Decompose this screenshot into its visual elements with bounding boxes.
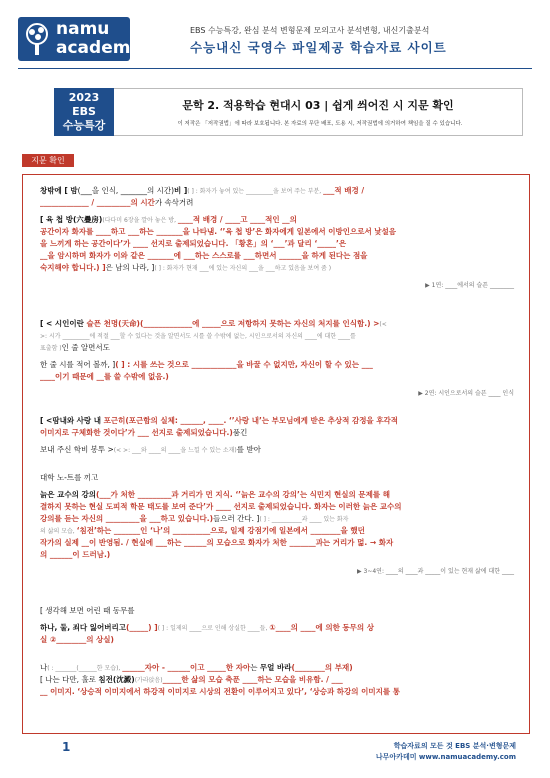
passage-segment: _____________ / _________의 시간 — [40, 198, 155, 207]
footer-line1: 학습자료의 모든 것 EBS 분석·변형문제 — [393, 742, 516, 750]
passage-segment: (_____) ] — [125, 623, 158, 632]
passage-line — [40, 239, 346, 249]
namu-academy-logo[interactable] — [18, 17, 142, 61]
passage-segment: 포근히(포근함의 실체: ______, ____. ‘’사랑 내’는 부모님에게 받은 추상적 감정을 후각적 — [103, 416, 399, 425]
passage-segment: 의 삶의 모습, — [40, 528, 77, 535]
passage-segment: ( ] : 일제의 ____으로 인해 상실한 ____들, — [157, 625, 270, 632]
passage-segment: 보내 주신 학비 봉투 > — [40, 445, 114, 454]
passage-segment: 무얼 바라 — [259, 663, 292, 672]
passage-segment: __을 암시하며 화자가 이와 같은 _______에 ___하는 스스로를 ___하면서 ______을 하게 된다는 점을 — [40, 251, 368, 260]
passage-line — [40, 319, 387, 330]
passage-segment: 의 ______이 드러남.) — [40, 550, 111, 559]
passage-segment: 나 — [40, 663, 48, 672]
passage-segment: 숙지해야 합니다.) ] — [40, 263, 106, 272]
stanza-summary-note: ▶ 3~4연: ____의 ____과 _____이 있는 현재 삶에 대한 ____ — [356, 568, 514, 575]
badge-year: 2023 — [68, 91, 100, 104]
passage-line — [40, 343, 110, 354]
title-box — [114, 88, 523, 136]
passage-segment: (다다미 6장을 깔아 놓은 방, — [102, 217, 178, 224]
passage-segment: ___적 배경 / — [323, 186, 365, 195]
passage-segment: _____한 삶의 모습 축푼 ____하는 모습을 비유함. / ___ — [162, 675, 343, 684]
passage-segment: ( ] : __________과 ____ 있는 화자 — [259, 516, 349, 523]
stanza-summary-note: ▶ 2연: 시인으로서의 슬픈 ____ 인식 — [418, 390, 514, 397]
passage-line — [40, 490, 390, 500]
passage-segment: 가 속삭거려 — [154, 198, 194, 207]
passage-segment: ______자아 - ______이고 _____한 자아 — [122, 663, 251, 672]
passage-segment: [ 생각해 보면 어린 때 동무를 — [40, 606, 135, 615]
passage-line — [40, 526, 365, 537]
passage-segment: __ 이미지. ‘상승적 이미지에서 하강적 이미지로 시상의 전환이 이루어지고 있다’, ‘상승과 하강의 이미지를 통 — [40, 687, 400, 696]
stanza-summary-note: ▶ 1연: ____에서의 슬픈 ________ — [425, 282, 514, 289]
passage-segment: 창밖에 [ 밤 — [40, 186, 78, 195]
passage-line — [40, 428, 247, 438]
passage-line — [40, 502, 402, 512]
passage-segment: 실 ②________의 상실) — [40, 635, 114, 644]
passage-segment: 슬픈 천명(天命)(_____________에 _____으로 저항하지 못하는 자신의 처지를 인식함.) > — [86, 319, 380, 328]
book-badge — [54, 88, 114, 136]
passage-line — [40, 538, 393, 548]
passage-segment: 늙은 교수의 강의 — [40, 490, 96, 499]
logo-line1: namu — [56, 19, 110, 39]
passage-line — [40, 360, 373, 370]
tree-icon — [22, 21, 52, 57]
badge-name: 수능특강 — [62, 119, 106, 132]
passage-segment: [ 나는 다만, 홀로 — [40, 675, 99, 684]
passage-line — [40, 445, 261, 456]
passage-line — [40, 606, 135, 616]
header-main-title: 수능내신 국영수 파일제공 학습자료 사이트 — [190, 40, 447, 55]
passage-segment: ____적 배경 / ____고 ____적인 __의 — [177, 215, 297, 224]
passage-segment: 은 남의 나라, ] — [105, 263, 155, 272]
passage-segment: 를 받아 — [236, 445, 261, 454]
passage-segment: 을 느끼게 하는 공간이다’가 ____ 선지로 출제되었습니다. 「황혼」의 ‘___’과 달리 ‘_____’은 — [40, 239, 347, 248]
passage-segment: 인 줄 알면서도 — [61, 343, 110, 352]
passage-segment: 하나, 둘, 죄다 잃어버리고 — [40, 623, 126, 632]
passage-segment: (________의 부재) — [291, 663, 353, 672]
passage-line — [40, 514, 348, 525]
passage-segment: ( ] : 시를 쓰는 것으로 ____________을 바꿀 수 없지만, 자신이 할 수 있는 ___ — [115, 360, 373, 369]
passage-line — [40, 372, 169, 382]
passage-segment: >: 시가 _________에 적절 ___할 수 있다는 것을 알면서도 시를 쓸 수밖에 없는, 시인으로서의 자신의 ____에 대한 ____를 — [40, 333, 356, 340]
footer-info — [376, 741, 516, 763]
passage-line — [40, 198, 193, 208]
passage-line — [40, 263, 331, 274]
passage-segment: ____이기 때문에 __를 쓸 수밖에 없음.) — [40, 372, 169, 381]
passage-segment: 작가의 실제 __이 반영됨. / 현실에 ___하는 ______의 모습으로 화자가 처한 _______과는 거리가 멂. → 화자 — [40, 538, 394, 547]
header-divider — [18, 68, 532, 69]
passage-segment: ( : _______(______한 모습), — [47, 665, 123, 672]
passage-line — [40, 331, 356, 342]
passage-segment: ①____의 ____에 의한 동무의 상 — [269, 623, 375, 632]
copyright-notice: 이 저작은 「저작권법」에 따라 보호됩니다. 본 자료의 무단 배포, 도용 시, 저작권법에 의거하여 책임을 질 수 있습니다. — [177, 121, 463, 127]
passage-line — [40, 635, 114, 645]
passage-segment: ‘침전’하는 _______인 ‘나’의 __________으로, 일제 강점기에 일본에서 ________을 했던 — [76, 526, 365, 535]
badge-ebs: EBS — [72, 105, 96, 118]
passage-segment: [ 육 첩 방(六疊房) — [40, 215, 103, 224]
passage-segment: [ < 시인이란 — [40, 319, 87, 328]
footer-line2: 나무아카데미 www.namuacademy.com — [375, 753, 516, 761]
passage-segment: 들으러 간다. ] — [213, 514, 260, 523]
passage-segment: 비 ] — [174, 186, 188, 195]
passage-segment: [ <땀내와 사랑 내 — [40, 416, 104, 425]
passage-line — [40, 416, 398, 426]
passage-line — [40, 251, 367, 261]
passage-segment: ( ] : 화자가 놓여 있는 _________을 보여 주는 부분, — [187, 188, 324, 195]
passage-segment: 대학 노-트를 끼고 — [40, 473, 99, 482]
passage-line — [40, 473, 98, 483]
passage-line — [40, 227, 396, 237]
logo-line2: academy — [56, 38, 142, 58]
passage-segment: 품긴 — [232, 428, 248, 437]
passage-segment: 한 줄 시를 적어 볼까, ] — [40, 360, 116, 369]
passage-segment: 강의를 듣는 자신의 _________을 ___하고 있습니다.) — [40, 514, 214, 523]
header-subtitle: EBS 수능특강, 완심 분석 변형문제 모의고사 분석변형, 내신기출분석 — [190, 26, 430, 35]
document-title: 문학 2. 적용학습 현대시 03 | 쉽게 씌어진 시 지문 확인 — [182, 99, 454, 112]
passage-line — [40, 550, 110, 560]
passage-segment: (< >: ___와 ____의 ____을 느낄 수 있는 소재) — [113, 447, 237, 454]
passage-segment: (___가 처한 _________과 거리가 먼 지식. ‘’늙은 교수의 강의’는 식민지 현실의 문제를 해 — [95, 490, 390, 499]
passage-segment: (___을 인식, _______의 시간) — [77, 186, 174, 195]
passage-segment: 는 — [250, 663, 260, 672]
passage-line — [40, 687, 400, 697]
page-number: 1 — [62, 740, 71, 754]
passage-segment: 결하지 못하는 현실 도피적 학문 태도를 보여 준다’가 ____ 선지로 출제되었습니다. 화자는 이러한 늙은 교수의 — [40, 502, 402, 511]
passage-segment: 침전(沈澱) — [98, 675, 135, 684]
passage-line — [40, 215, 297, 226]
passage-line — [40, 186, 364, 197]
passage-segment: (가라앉음) — [134, 677, 163, 684]
passage-line — [40, 623, 374, 634]
passage-line — [40, 663, 353, 674]
passage-segment: 공간이자 화자를 ____하고 ___하는 _______을 나타냄. ‘’육 첩 방’은 화자에게 일본에서 이방인으로서 낯설음 — [40, 227, 397, 236]
passage-segment: 표출함 ) — [40, 345, 62, 352]
passage-segment: (< — [379, 321, 387, 328]
passage-segment: 이미지로 구체화한 것이다’가 ___ 선지로 출제되었습니다.) — [40, 428, 233, 437]
passage-segment: ( ] : 화자가 현재 ___에 있는 자신의 ___을 ___하고 있음을 보여 줌 ) — [154, 265, 332, 272]
passage-line — [40, 675, 343, 686]
section-tag: 지문 확인 — [22, 154, 74, 167]
